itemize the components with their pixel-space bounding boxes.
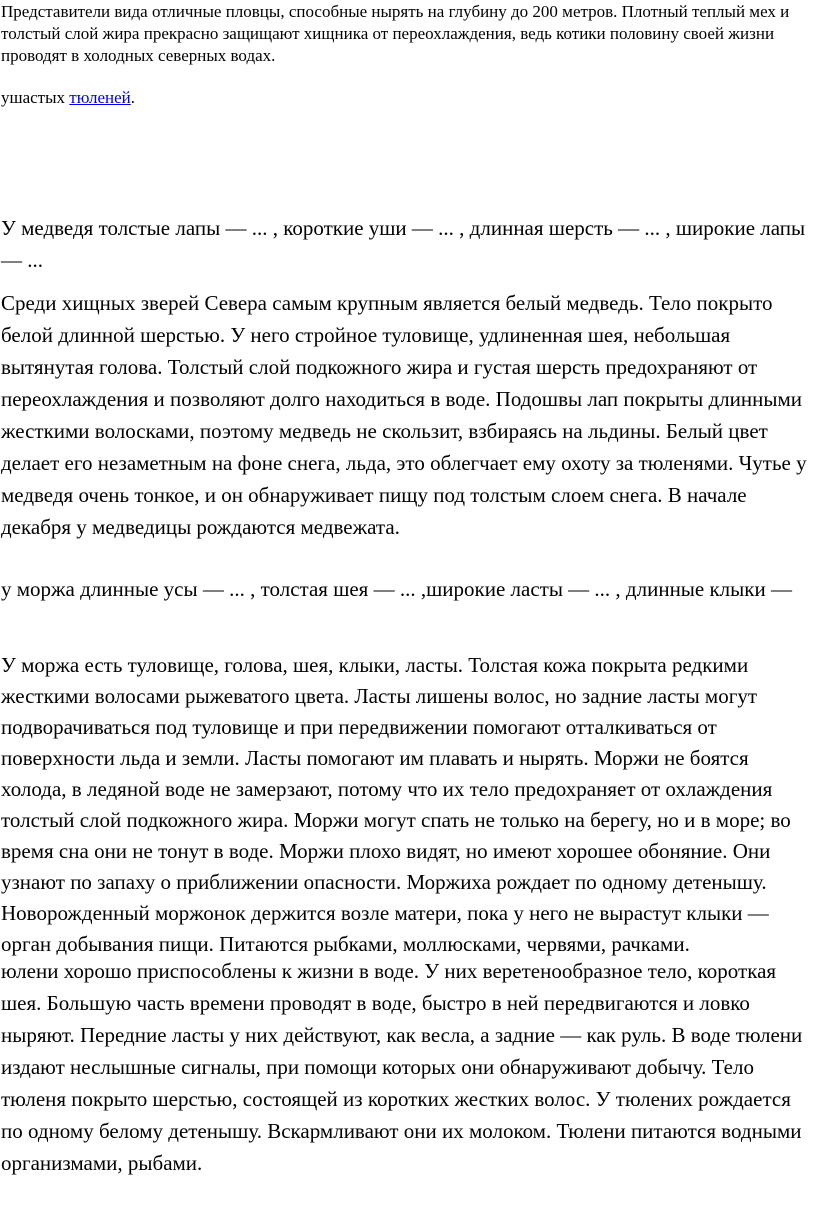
walrus-paragraph: У моржа есть туловище, голова, шея, клыки, ласты. Толстая кожа покрыта редкими жесткими волосами рыжеватого цвета. Ласты лишены волос, но задние ласты могут подворачиваться под туловище и при передвижении помогают отталкиваться от поверхности льда и земли. Ласты помогают им плавать и нырять. Моржи не боятся холода, в ледяной воде не замерзают, потому что их тело предохраняет от охлаждения толстый слой подкожного жира. Моржи могут спать не только на берегу, но и в море; во время сна они не тонут в воде. Моржи плохо видят, но имеют хорошее обоняние. Они узнают по запаху о приближении опасности. Моржиха рождает по одному детенышу. Новорожденный моржонок держится возле матери, пока у него не вырастут клыки — орган добывания пищи. Питаются рыбками, моллюсками, червями, рачками. [1, 653, 791, 956]
seals-line-prefix: ушастых [1, 88, 70, 107]
seals-link[interactable]: тюленей [69, 88, 131, 107]
seals-line-suffix: . [130, 88, 136, 107]
seals-line [1, 87, 801, 109]
bear-paragraph: Среди хищных зверей Севера самым крупным является белый медведь. Тело покрыто белой длинной шерстью. У него стройное туловище, удлиненная шея, небольшая вытянутая голова. Толстый слой подкожного жира и густая шерсть предохраняют от переохлаждения и позволяют долго находиться в воде. Подошвы лап покрыты длинными жесткими волосками, поэтому медведь не скользит, взбираясь на льдины. Белый цвет делает его незаметным на фоне снега, льда, это облегчает ему охоту за тюленями. Чутье у медведя очень тонкое, и он обнаруживает пищу под толстым слоем снега. В начале декабря у медведицы рождаются медвежата. [1, 291, 807, 539]
walrus-question: у моржа длинные усы — ... , толстая шея — ... ,широкие ласты — ... , длинные клыки — [1, 577, 792, 601]
bear-question: У медведя толстые лапы — ... , короткие уши — ... , длинная шерсть — ... , широкие лапы — ... [1, 216, 806, 272]
intro-paragraph: Представители вида отличные пловцы, способные нырять на глубину до 200 метров. Плотный теплый мех и толстый слой жира прекрасно защищают хищника от переохлаждения, ведь котики половину своей жизни проводят в холодных северных водах. [1, 2, 790, 65]
seal-paragraph: юлени хорошо приспособлены к жизни в воде. У них веретенообразное тело, короткая шея. Большую часть времени проводят в воде, быстро в ней передвигаются и ловко ныряют. Передние ласты у них действуют, как весла, а задние — как руль. В воде тюлени издают неслышные сигналы, при помощи которых они обнаруживают добычу. Тело тюленя покрыто шерстью, состоящей из коротких жестких волос. У тюлених рождается по одному белому детенышу. Вскармливают они их молоком. Тюлени питаются водными организмами, рыбами. [1, 959, 803, 1175]
